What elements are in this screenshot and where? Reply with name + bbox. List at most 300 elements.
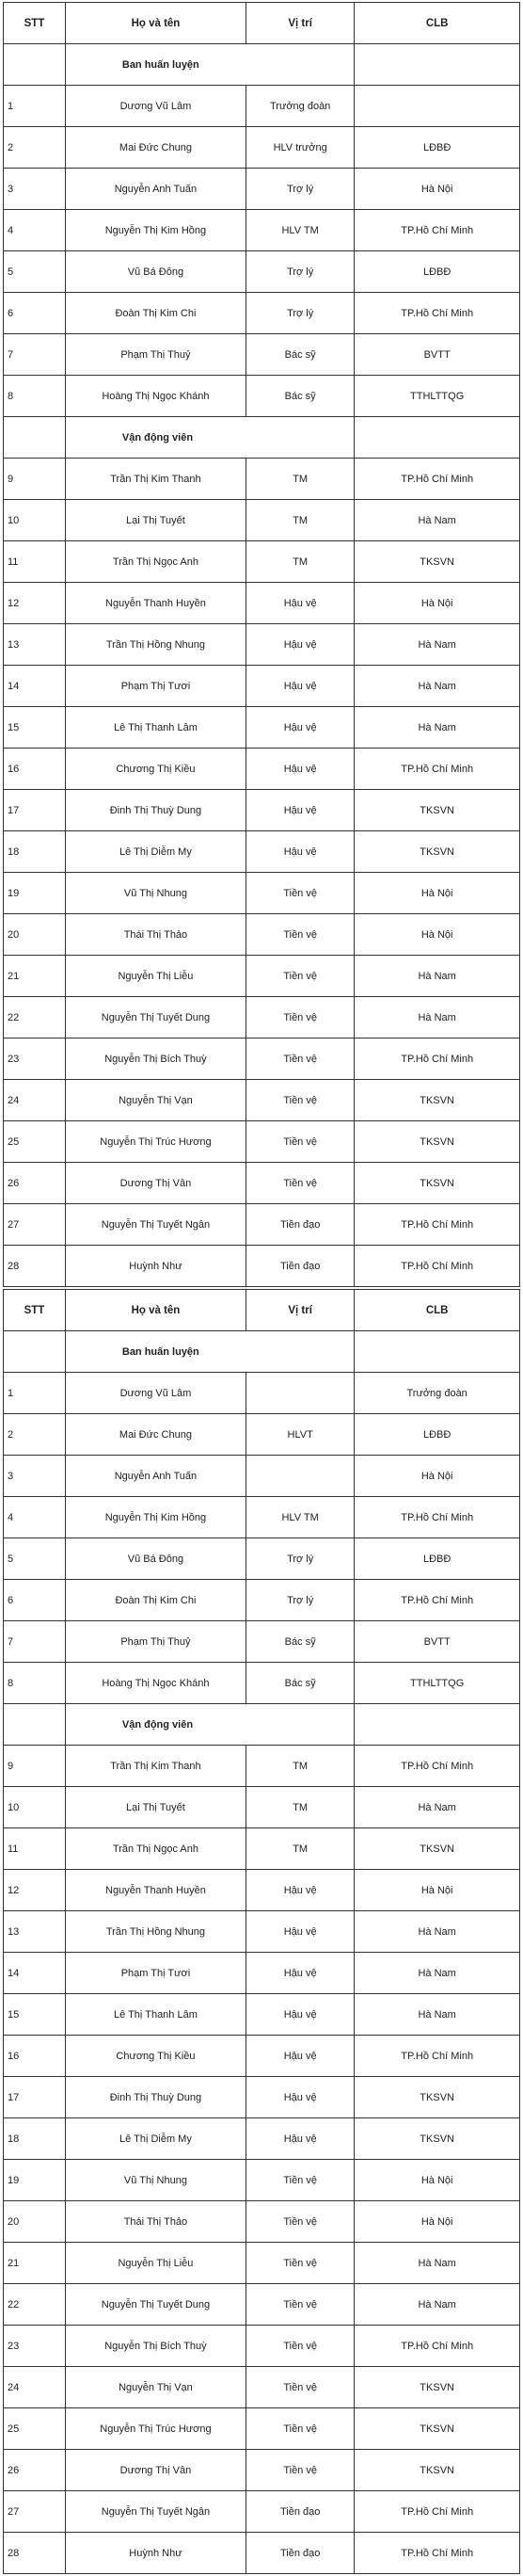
name-cell: Dương Vũ Lâm: [65, 86, 246, 127]
table-row: [4, 2036, 520, 2077]
table-row: [4, 997, 520, 1038]
position-cell: Tiền vệ: [246, 873, 355, 914]
club-cell: LĐBĐ: [355, 251, 520, 293]
stt-cell: 11: [4, 1828, 66, 1870]
name-cell: Chương Thị Kiều: [65, 2036, 246, 2077]
table-row: [4, 956, 520, 997]
club-cell: LĐBĐ: [355, 1538, 520, 1580]
position-cell: Tiền vệ: [246, 914, 355, 956]
stt-cell: 11: [4, 541, 66, 583]
header-name: Họ và tên: [65, 3, 246, 44]
club-cell: [355, 86, 520, 127]
club-cell: TKSVN: [355, 541, 520, 583]
position-cell: Hậu vệ: [246, 790, 355, 831]
position-cell: Tiền vệ: [246, 1163, 355, 1204]
stt-cell: 1: [4, 86, 66, 127]
position-cell: Tiền đạo: [246, 2533, 355, 2574]
stt-cell: 26: [4, 1163, 66, 1204]
header-position: Vị trí: [246, 1290, 355, 1331]
club-cell: Hà Nội: [355, 2160, 520, 2201]
position-cell: Hậu vệ: [246, 749, 355, 790]
position-cell: TM: [246, 1828, 355, 1870]
name-cell: Nguyễn Thị Tuyết Ngân: [65, 1204, 246, 1246]
club-cell: TP.Hồ Chí Minh: [355, 293, 520, 334]
name-cell: Mai Đức Chung: [65, 127, 246, 169]
club-cell: TP.Hồ Chí Minh: [355, 1204, 520, 1246]
table-row: [4, 1080, 520, 1121]
position-cell: Tiền vệ: [246, 2201, 355, 2243]
section-empty-cell: [4, 44, 66, 86]
stt-cell: 4: [4, 210, 66, 251]
name-cell: Nguyễn Anh Tuấn: [65, 169, 246, 210]
stt-cell: 9: [4, 1746, 66, 1787]
club-cell: Hà Nội: [355, 169, 520, 210]
stt-cell: 17: [4, 790, 66, 831]
table-row: [4, 2450, 520, 2491]
table-row: [4, 2326, 520, 2367]
header-stt: STT: [4, 1290, 66, 1331]
name-cell: Vũ Thị Nhung: [65, 2160, 246, 2201]
name-cell: Trần Thị Ngọc Anh: [65, 1828, 246, 1870]
name-cell: Nguyễn Thị Liễu: [65, 956, 246, 997]
name-cell: Nguyễn Thanh Huyền: [65, 583, 246, 624]
name-cell: Thái Thị Thảo: [65, 914, 246, 956]
name-cell: Nguyễn Thị Vạn: [65, 1080, 246, 1121]
club-cell: TKSVN: [355, 2408, 520, 2450]
position-cell: Trợ lý: [246, 1538, 355, 1580]
table-row: [4, 1038, 520, 1080]
position-cell: Tiền vệ: [246, 1121, 355, 1163]
header-club: CLB: [355, 3, 520, 44]
position-cell: Hậu vệ: [246, 583, 355, 624]
section-title: Vận động viên: [65, 417, 354, 459]
club-cell: Hà Nội: [355, 1870, 520, 1911]
stt-cell: 21: [4, 2243, 66, 2284]
stt-cell: 15: [4, 707, 66, 749]
table-row: [4, 1580, 520, 1621]
name-cell: Lê Thị Thanh Lâm: [65, 1994, 246, 2036]
name-cell: Phạm Thị Thuỷ: [65, 1621, 246, 1663]
club-cell: Hà Nam: [355, 2243, 520, 2284]
stt-cell: 4: [4, 1497, 66, 1538]
name-cell: Thái Thị Thảo: [65, 2201, 246, 2243]
stt-cell: 26: [4, 2450, 66, 2491]
table-row: [4, 1746, 520, 1787]
stt-cell: 13: [4, 624, 66, 666]
club-cell: Hà Nội: [355, 583, 520, 624]
position-cell: Bác sỹ: [246, 1621, 355, 1663]
table-row: [4, 210, 520, 251]
club-cell: TKSVN: [355, 2077, 520, 2118]
name-cell: Lại Thị Tuyết: [65, 500, 246, 541]
table-row: [4, 459, 520, 500]
section-empty-cell: [4, 1704, 66, 1746]
stt-cell: 14: [4, 1953, 66, 1994]
table-row: [4, 169, 520, 210]
table-row: [4, 1121, 520, 1163]
position-cell: Tiền vệ: [246, 1080, 355, 1121]
table-row: [4, 666, 520, 707]
club-cell: TTHLTTQG: [355, 1663, 520, 1704]
table-row: [4, 1994, 520, 2036]
stt-cell: 18: [4, 2118, 66, 2160]
name-cell: Phạm Thị Tươi: [65, 1953, 246, 1994]
club-cell: TP.Hồ Chí Minh: [355, 1746, 520, 1787]
name-cell: Phạm Thị Thuỷ: [65, 334, 246, 376]
club-cell: Hà Nam: [355, 1911, 520, 1953]
club-cell: TP.Hồ Chí Minh: [355, 2326, 520, 2367]
stt-cell: 25: [4, 2408, 66, 2450]
stt-cell: 8: [4, 1663, 66, 1704]
table-row: [4, 2367, 520, 2408]
club-cell: TP.Hồ Chí Minh: [355, 749, 520, 790]
section-empty-cell: [4, 417, 66, 459]
name-cell: Trần Thị Ngọc Anh: [65, 541, 246, 583]
name-cell: Huỳnh Như: [65, 1246, 246, 1287]
stt-cell: 5: [4, 1538, 66, 1580]
name-cell: Dương Thị Vân: [65, 2450, 246, 2491]
position-cell: HLV trưởng: [246, 127, 355, 169]
position-cell: Hậu vệ: [246, 1994, 355, 2036]
stt-cell: 19: [4, 2160, 66, 2201]
name-cell: Lại Thị Tuyết: [65, 1787, 246, 1828]
club-cell: Hà Nam: [355, 2284, 520, 2326]
position-cell: Tiền vệ: [246, 2326, 355, 2367]
stt-cell: 27: [4, 1204, 66, 1246]
table-row: [4, 86, 520, 127]
position-cell: Hậu vệ: [246, 2077, 355, 2118]
position-cell: Bác sỹ: [246, 376, 355, 417]
position-cell: Hậu vệ: [246, 666, 355, 707]
club-cell: LĐBĐ: [355, 1414, 520, 1456]
position-cell: [246, 1373, 355, 1414]
position-cell: Trợ lý: [246, 1580, 355, 1621]
position-cell: TM: [246, 541, 355, 583]
name-cell: Nguyễn Thị Kim Hồng: [65, 1497, 246, 1538]
header-club: CLB: [355, 1290, 520, 1331]
position-cell: Tiền vệ: [246, 2408, 355, 2450]
stt-cell: 15: [4, 1994, 66, 2036]
name-cell: Trần Thị Hồng Nhung: [65, 1911, 246, 1953]
stt-cell: 24: [4, 2367, 66, 2408]
table-row: [4, 334, 520, 376]
name-cell: Chương Thị Kiều: [65, 749, 246, 790]
stt-cell: 28: [4, 1246, 66, 1287]
name-cell: Trần Thị Hồng Nhung: [65, 624, 246, 666]
position-cell: Tiền vệ: [246, 2160, 355, 2201]
club-cell: TKSVN: [355, 790, 520, 831]
name-cell: Dương Thị Vân: [65, 1163, 246, 1204]
table-row: [4, 831, 520, 873]
table-row: [4, 2160, 520, 2201]
club-cell: Hà Nội: [355, 2201, 520, 2243]
club-cell: Hà Nội: [355, 873, 520, 914]
club-cell: Trưởng đoàn: [355, 1373, 520, 1414]
table-row: [4, 251, 520, 293]
stt-cell: 3: [4, 1456, 66, 1497]
name-cell: Lê Thị Diễm My: [65, 831, 246, 873]
section-empty-cell: [355, 417, 520, 459]
stt-cell: 16: [4, 2036, 66, 2077]
position-cell: TM: [246, 1746, 355, 1787]
stt-cell: 1: [4, 1373, 66, 1414]
name-cell: Nguyễn Anh Tuấn: [65, 1456, 246, 1497]
position-cell: Hậu vệ: [246, 707, 355, 749]
stt-cell: 28: [4, 2533, 66, 2574]
name-cell: Vũ Bá Đông: [65, 1538, 246, 1580]
club-cell: Hà Nam: [355, 624, 520, 666]
section-title: Ban huấn luyện: [65, 44, 354, 86]
position-cell: Tiền đạo: [246, 2491, 355, 2533]
position-cell: Hậu vệ: [246, 1870, 355, 1911]
name-cell: Đoàn Thị Kim Chi: [65, 293, 246, 334]
table-row: [4, 1621, 520, 1663]
roster-table: [3, 2, 520, 1287]
table-row: [4, 914, 520, 956]
stt-cell: 18: [4, 831, 66, 873]
name-cell: Nguyễn Thanh Huyền: [65, 1870, 246, 1911]
stt-cell: 13: [4, 1911, 66, 1953]
name-cell: Huỳnh Như: [65, 2533, 246, 2574]
club-cell: TTHLTTQG: [355, 376, 520, 417]
table-row: [4, 1456, 520, 1497]
stt-cell: 14: [4, 666, 66, 707]
table-row: [4, 1828, 520, 1870]
stt-cell: 20: [4, 914, 66, 956]
position-cell: Tiền vệ: [246, 997, 355, 1038]
club-cell: Hà Nội: [355, 914, 520, 956]
club-cell: TP.Hồ Chí Minh: [355, 1246, 520, 1287]
name-cell: Mai Đức Chung: [65, 1414, 246, 1456]
stt-cell: 10: [4, 500, 66, 541]
position-cell: Trợ lý: [246, 293, 355, 334]
name-cell: Dương Vũ Lâm: [65, 1373, 246, 1414]
table-row: [4, 873, 520, 914]
section-row: [4, 417, 520, 459]
position-cell: TM: [246, 1787, 355, 1828]
name-cell: Lê Thị Diễm My: [65, 2118, 246, 2160]
name-cell: Phạm Thị Tươi: [65, 666, 246, 707]
position-cell: Hậu vệ: [246, 624, 355, 666]
stt-cell: 6: [4, 293, 66, 334]
club-cell: TKSVN: [355, 2118, 520, 2160]
position-cell: Tiền vệ: [246, 956, 355, 997]
header-stt: STT: [4, 3, 66, 44]
table-row: [4, 2408, 520, 2450]
section-empty-cell: [355, 1331, 520, 1373]
position-cell: Trợ lý: [246, 251, 355, 293]
position-cell: Hậu vệ: [246, 2118, 355, 2160]
club-cell: Hà Nam: [355, 956, 520, 997]
name-cell: Vũ Thị Nhung: [65, 873, 246, 914]
table-row: [4, 2243, 520, 2284]
stt-cell: 12: [4, 583, 66, 624]
position-cell: HLVT: [246, 1414, 355, 1456]
stt-cell: 12: [4, 1870, 66, 1911]
table-row: [4, 1246, 520, 1287]
header-name: Họ và tên: [65, 1290, 246, 1331]
position-cell: Hậu vệ: [246, 1911, 355, 1953]
club-cell: TKSVN: [355, 2367, 520, 2408]
position-cell: TM: [246, 459, 355, 500]
stt-cell: 24: [4, 1080, 66, 1121]
position-cell: [246, 1456, 355, 1497]
name-cell: Đinh Thị Thuỳ Dung: [65, 790, 246, 831]
stt-cell: 21: [4, 956, 66, 997]
name-cell: Nguyễn Thị Kim Hồng: [65, 210, 246, 251]
stt-cell: 2: [4, 127, 66, 169]
club-cell: Hà Nam: [355, 1953, 520, 1994]
position-cell: Tiền vệ: [246, 2450, 355, 2491]
table-row: [4, 2284, 520, 2326]
stt-cell: 7: [4, 334, 66, 376]
table-row: [4, 2118, 520, 2160]
header-row: [4, 1290, 520, 1331]
club-cell: Hà Nam: [355, 997, 520, 1038]
club-cell: Hà Nội: [355, 1456, 520, 1497]
table-row: [4, 1787, 520, 1828]
position-cell: Hậu vệ: [246, 831, 355, 873]
stt-cell: 10: [4, 1787, 66, 1828]
position-cell: HLV TM: [246, 1497, 355, 1538]
stt-cell: 17: [4, 2077, 66, 2118]
name-cell: Đinh Thị Thuỳ Dung: [65, 2077, 246, 2118]
section-row: [4, 1331, 520, 1373]
table-row: [4, 500, 520, 541]
table-row: [4, 1870, 520, 1911]
name-cell: Trần Thị Kim Thanh: [65, 1746, 246, 1787]
stt-cell: 9: [4, 459, 66, 500]
table-row: [4, 2533, 520, 2574]
table-row: [4, 376, 520, 417]
section-row: [4, 1704, 520, 1746]
stt-cell: 3: [4, 169, 66, 210]
name-cell: Hoàng Thị Ngọc Khánh: [65, 376, 246, 417]
club-cell: BVTT: [355, 334, 520, 376]
club-cell: TP.Hồ Chí Minh: [355, 1497, 520, 1538]
position-cell: Tiền đạo: [246, 1246, 355, 1287]
stt-cell: 2: [4, 1414, 66, 1456]
stt-cell: 16: [4, 749, 66, 790]
club-cell: TKSVN: [355, 1121, 520, 1163]
table-row: [4, 1414, 520, 1456]
table-row: [4, 583, 520, 624]
position-cell: Tiền đạo: [246, 1204, 355, 1246]
position-cell: Trưởng đoàn: [246, 86, 355, 127]
stt-cell: 27: [4, 2491, 66, 2533]
position-cell: Tiền vệ: [246, 2367, 355, 2408]
table-row: [4, 1911, 520, 1953]
club-cell: Hà Nam: [355, 666, 520, 707]
club-cell: Hà Nam: [355, 500, 520, 541]
table-row: [4, 2201, 520, 2243]
table-row: [4, 624, 520, 666]
club-cell: TKSVN: [355, 2450, 520, 2491]
club-cell: TP.Hồ Chí Minh: [355, 459, 520, 500]
position-cell: Hậu vệ: [246, 1953, 355, 1994]
club-cell: TKSVN: [355, 831, 520, 873]
club-cell: TKSVN: [355, 1080, 520, 1121]
table-row: [4, 1953, 520, 1994]
header-row: [4, 3, 520, 44]
club-cell: Hà Nam: [355, 707, 520, 749]
name-cell: Nguyễn Thị Liễu: [65, 2243, 246, 2284]
club-cell: Hà Nam: [355, 1787, 520, 1828]
section-empty-cell: [355, 1704, 520, 1746]
stt-cell: 5: [4, 251, 66, 293]
name-cell: Nguyễn Thị Bích Thuỳ: [65, 1038, 246, 1080]
position-cell: Trợ lý: [246, 169, 355, 210]
club-cell: TP.Hồ Chí Minh: [355, 1038, 520, 1080]
table-row: [4, 1538, 520, 1580]
table-row: [4, 1163, 520, 1204]
name-cell: Nguyễn Thị Tuyết Dung: [65, 2284, 246, 2326]
club-cell: BVTT: [355, 1621, 520, 1663]
stt-cell: 20: [4, 2201, 66, 2243]
club-cell: TKSVN: [355, 1828, 520, 1870]
stt-cell: 25: [4, 1121, 66, 1163]
table-row: [4, 2077, 520, 2118]
club-cell: TKSVN: [355, 1163, 520, 1204]
stt-cell: 22: [4, 997, 66, 1038]
position-cell: HLV TM: [246, 210, 355, 251]
name-cell: Nguyễn Thị Bích Thuỳ: [65, 2326, 246, 2367]
table-row: [4, 1497, 520, 1538]
club-cell: TP.Hồ Chí Minh: [355, 210, 520, 251]
name-cell: Nguyễn Thị Trúc Hương: [65, 1121, 246, 1163]
position-cell: Hậu vệ: [246, 2036, 355, 2077]
section-empty-cell: [4, 1331, 66, 1373]
stt-cell: 23: [4, 2326, 66, 2367]
stt-cell: 22: [4, 2284, 66, 2326]
stt-cell: 7: [4, 1621, 66, 1663]
club-cell: LĐBĐ: [355, 127, 520, 169]
stt-cell: 6: [4, 1580, 66, 1621]
table-row: [4, 1663, 520, 1704]
position-cell: Tiền vệ: [246, 2243, 355, 2284]
table-row: [4, 749, 520, 790]
name-cell: Nguyễn Thị Tuyết Dung: [65, 997, 246, 1038]
roster-table: [3, 1289, 520, 2574]
table-row: [4, 293, 520, 334]
section-title: Ban huấn luyện: [65, 1331, 354, 1373]
section-empty-cell: [355, 44, 520, 86]
name-cell: Trần Thị Kim Thanh: [65, 459, 246, 500]
position-cell: Bác sỹ: [246, 1663, 355, 1704]
table-row: [4, 541, 520, 583]
club-cell: TP.Hồ Chí Minh: [355, 2036, 520, 2077]
table-row: [4, 707, 520, 749]
name-cell: Nguyễn Thị Tuyết Ngân: [65, 2491, 246, 2533]
position-cell: Tiền vệ: [246, 1038, 355, 1080]
club-cell: Hà Nam: [355, 1994, 520, 2036]
position-cell: TM: [246, 500, 355, 541]
stt-cell: 8: [4, 376, 66, 417]
table-row: [4, 790, 520, 831]
name-cell: Đoàn Thị Kim Chi: [65, 1580, 246, 1621]
club-cell: TP.Hồ Chí Minh: [355, 2533, 520, 2574]
name-cell: Nguyễn Thị Vạn: [65, 2367, 246, 2408]
table-row: [4, 1373, 520, 1414]
header-position: Vị trí: [246, 3, 355, 44]
club-cell: TP.Hồ Chí Minh: [355, 2491, 520, 2533]
table-row: [4, 2491, 520, 2533]
section-title: Vận động viên: [65, 1704, 354, 1746]
name-cell: Lê Thị Thanh Lâm: [65, 707, 246, 749]
stt-cell: 23: [4, 1038, 66, 1080]
stt-cell: 19: [4, 873, 66, 914]
table-row: [4, 1204, 520, 1246]
